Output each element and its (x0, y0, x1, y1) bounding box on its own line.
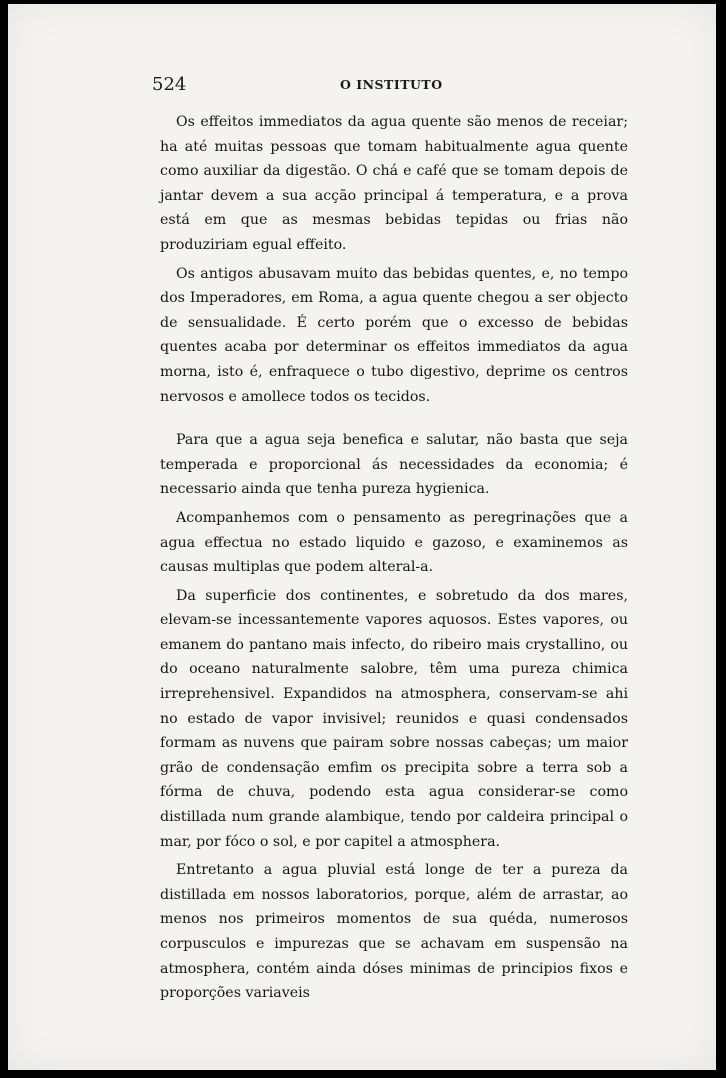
page-header (152, 74, 632, 98)
paragraph-5: Da superficie dos continentes, e sobretudo da dos mares, elevam-se incessantemente vapores aquosos. Estes vapores, ou emanem do pantano mais infecto, do ribeiro mais crystallino, ou do oceano naturalmente salobre, têm uma pureza chimica irreprehensivel. Expandidos na atmosphera, conservam-se ahi no estado de vapor invisivel; reunidos e quasi condensados formam as nuvens que pairam sobre nossas cabeças; um maior grão de condensação emfim os precipita sobre a terra sob a fórma de chuva, podendo esta agua considerar-se como distillada num grande alambique, tendo por caldeira principal o mar, por fóco o sol, e por capitel a atmosphera. (160, 587, 628, 850)
paragraph-2: Os antigos abusavam muito das bebidas quentes, e, no tempo dos Imperadores, em Roma, a agua quente chegou a ser objecto de sensualidade. É certo porém que o excesso de bebidas quentes acaba por determinar os effeitos immediatos da agua morna, isto é, enfraquece o tubo digestivo, deprime os centros nervosos e amollece todos os tecidos. (160, 265, 628, 405)
running-title: O INSTITUTO (340, 77, 443, 92)
paragraph-6: Entretanto a agua pluvial está longe de ter a pureza da distillada em nossos laboratorios, porque, além de arrastar, ao menos nos primeiros momentos de sua quéda, numerosos corpusculos e impurezas que se achavam em suspensão na atmosphera, contém ainda dóses minimas de principios fixos e proporções variaveis (160, 862, 628, 1002)
paragraph-4: Acompanhemos com o pensamento as peregrinações que a agua effectua no estado liquido e gazoso, e examinemos as causas multiplas que podem alteral-a. (160, 509, 628, 576)
page-number: 524 (152, 74, 187, 95)
body-text (160, 110, 628, 1006)
paragraph-1: Os effeitos immediatos da agua quente são menos de receiar; ha até muitas pessoas que tomam habitualmente agua quente como auxiliar da digestão. O chá e café que se tomam depois de jantar devem a sua acção principal á temperatura, e a prova está em que as mesmas bebidas tepidas ou frias não produziriam egual effeito. (160, 114, 628, 253)
paragraph-3: Para que a agua seja benefica e salutar, não basta que seja temperada e proporcional ás necessidades da economia; é necessario ainda que tenha pureza hygienica. (160, 432, 628, 498)
